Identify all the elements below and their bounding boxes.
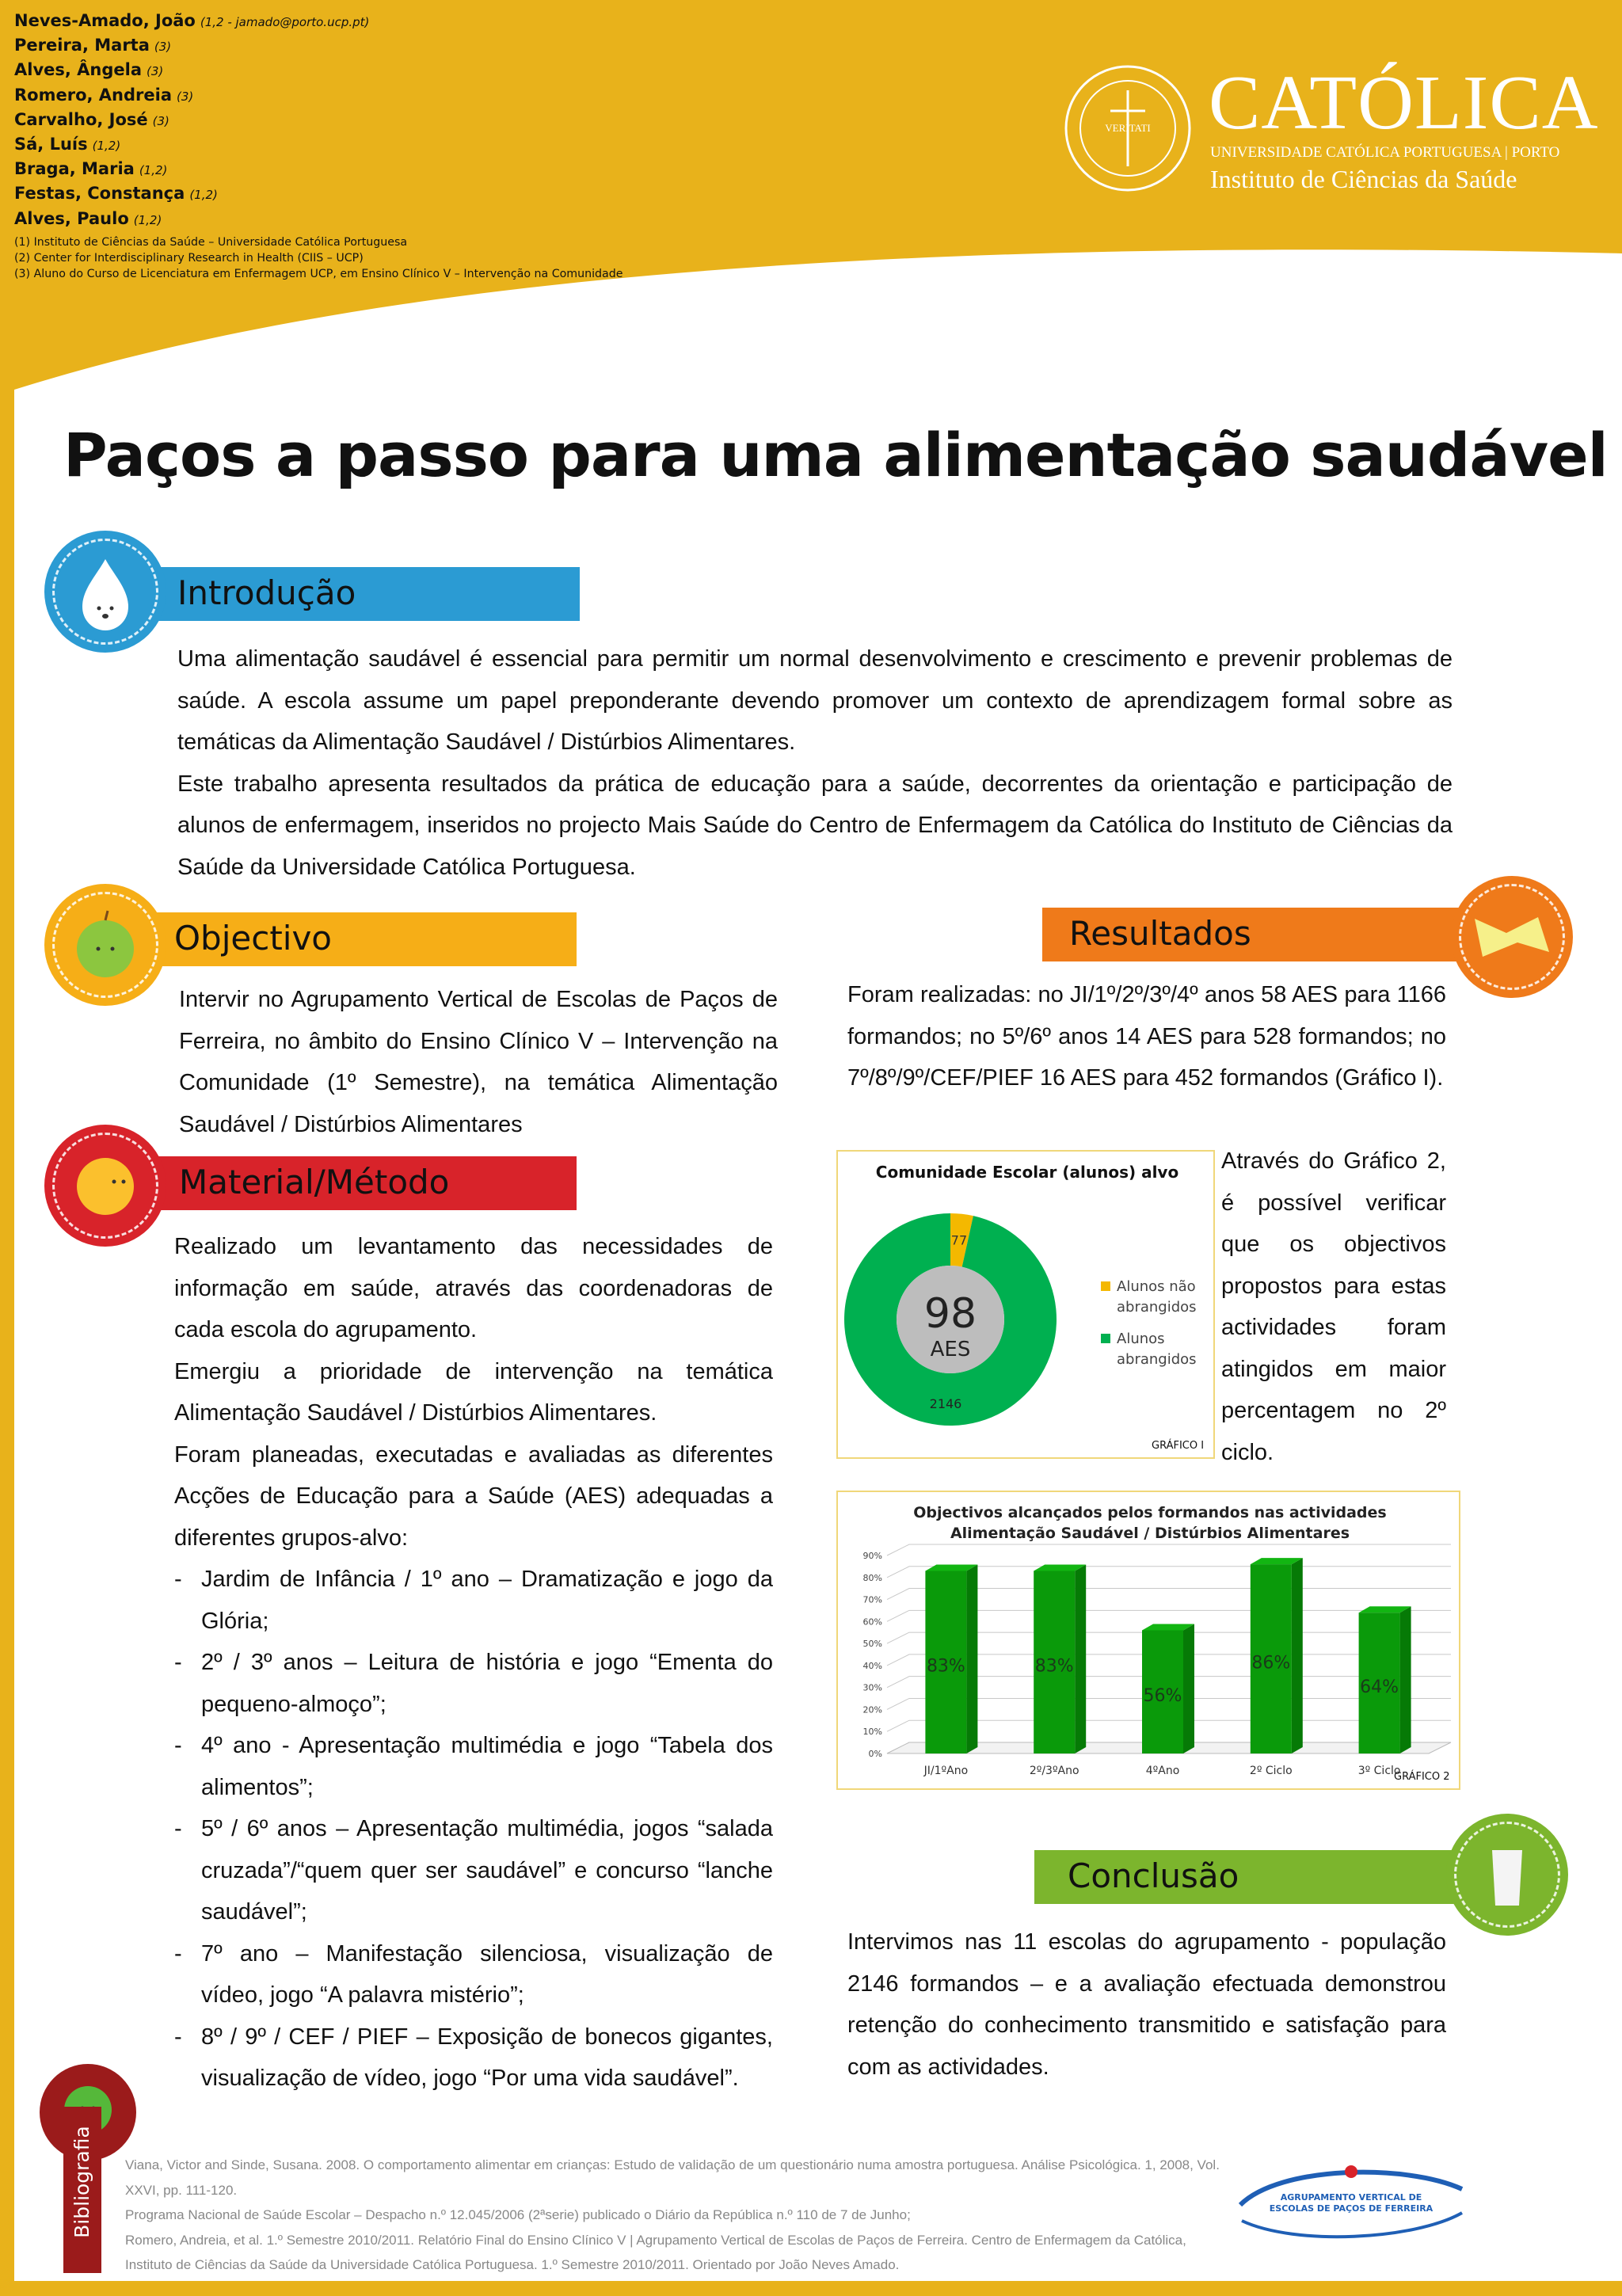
author-line bbox=[14, 182, 369, 207]
author-affiliation: (1,2) bbox=[92, 139, 121, 154]
author-line bbox=[14, 59, 369, 83]
list-item: - 8º / 9º / CEF / PIEF – Exposição de bonecos gigantes, visualização de vídeo, jogo “Por uma vida saudável”. bbox=[174, 2016, 773, 2100]
bar-side bbox=[1292, 1558, 1303, 1753]
author-name: Neves-Amado, João bbox=[14, 11, 196, 30]
resultados-text-1 bbox=[847, 974, 1446, 1099]
school-logo-line: AGRUPAMENTO VERTICAL DE bbox=[1280, 2192, 1422, 2203]
x-tick-label: 2º Ciclo bbox=[1249, 1765, 1293, 1777]
bar-side bbox=[1075, 1564, 1086, 1753]
author-name: Alves, Ângela bbox=[14, 60, 143, 80]
poster-title: Paços a passo para uma alimentação saudável bbox=[63, 420, 1608, 490]
bar-value-label: 83% bbox=[1034, 1656, 1074, 1677]
author-affiliation: (1,2) bbox=[139, 163, 168, 178]
conclusao-text bbox=[847, 1921, 1446, 2088]
y-tick-label: 0% bbox=[868, 1749, 882, 1759]
author-line bbox=[14, 109, 369, 133]
objectivo-paragraph: Intervir no Agrupamento Vertical de Escolas de Paços de Ferreira, no âmbito do Ensino Clínico V – Intervenção na Comunidade (1º Semestre), na temática Alimentação Saudável / Distúrbios Alimentares bbox=[179, 987, 778, 1137]
donut-value-label: 2146 bbox=[929, 1396, 962, 1411]
author-name: Sá, Luís bbox=[14, 135, 88, 154]
list-item: - Jardim de Infância / 1º ano – Dramatização e jogo da Glória; bbox=[174, 1559, 773, 1642]
orange-icon bbox=[44, 1125, 166, 1247]
donut-plot bbox=[838, 1152, 1216, 1460]
logo-subtitle: UNIVERSIDADE CATÓLICA PORTUGUESA | PORTO bbox=[1210, 144, 1560, 161]
legend-label: abrangidos bbox=[1117, 1351, 1197, 1368]
legend-label: Alunos bbox=[1117, 1331, 1165, 1347]
resultados-paragraph: Foram realizadas: no JI/1º/2º/3º/4º anos 58 AES para 1166 formandos; no 5º/6º anos 14 AES para 528 formandos; no 7º/8º/9º/CEF/PIEF 16 AES para 452 formandos (Gráfico I). bbox=[847, 982, 1446, 1091]
affiliation-line: (3) Aluno do Curso de Licenciatura em Enfermagem UCP, em Ensino Clínico V – Intervenção na Comunidade bbox=[14, 268, 623, 280]
bar-value-label: 64% bbox=[1360, 1677, 1399, 1698]
resultados-paragraph: Através do Gráfico 2, é possível verificar que os objectivos propostos para estas actividades foram atingidos em maior percentagem no 2º ciclo. bbox=[1221, 1148, 1446, 1465]
section-bar-objectivo bbox=[119, 912, 577, 966]
author-name: Pereira, Marta bbox=[14, 36, 150, 55]
author-list bbox=[14, 10, 369, 232]
author-line bbox=[14, 84, 369, 109]
y-tick-label: 30% bbox=[862, 1682, 882, 1693]
chart-title-line: Alimentação Saudável / Distúrbios Alimentares bbox=[950, 1525, 1350, 1542]
author-affiliation: (3) bbox=[177, 89, 194, 104]
y-tick-label: 80% bbox=[862, 1572, 882, 1583]
donut-center-label: AES bbox=[930, 1338, 971, 1361]
chart-title: Comunidade Escolar (alunos) alvo bbox=[875, 1163, 1179, 1182]
y-tick-label: 10% bbox=[862, 1727, 882, 1738]
author-affiliation: (3) bbox=[154, 40, 172, 55]
x-tick-label: 2º/3ºAno bbox=[1029, 1765, 1079, 1777]
y-tick-label: 70% bbox=[862, 1594, 882, 1605]
bar-value-label: 86% bbox=[1251, 1653, 1291, 1673]
bar-plot bbox=[838, 1492, 1462, 1791]
y-tick-label: 90% bbox=[862, 1551, 882, 1561]
bread-icon bbox=[1451, 876, 1573, 998]
section-bar-introducao bbox=[119, 567, 580, 621]
author-name: Alves, Paulo bbox=[14, 208, 129, 228]
list-item: - 5º / 6º anos – Apresentação multimédia, jogos “salada cruzada”/“quem quer ser saudável” e concurso “lanche saudável”; bbox=[174, 1808, 773, 1933]
list-item: - 2º / 3º anos – Leitura de história e jogo “Ementa do pequeno-almoço”; bbox=[174, 1642, 773, 1725]
author-line bbox=[14, 133, 369, 158]
poster-header bbox=[0, 0, 1622, 412]
author-name: Festas, Constança bbox=[14, 184, 185, 204]
list-item: - 4º ano - Apresentação multimédia e jogo “Tabela dos alimentos”; bbox=[174, 1725, 773, 1808]
metodo-text bbox=[174, 1226, 773, 2100]
y-tick-label: 50% bbox=[862, 1639, 882, 1650]
author-affiliation: (1,2 - jamado@porto.ucp.pt) bbox=[200, 15, 370, 29]
catolica-logo bbox=[1058, 60, 1599, 203]
chart-caption: GRÁFICO 2 bbox=[1394, 1771, 1450, 1783]
author-line bbox=[14, 208, 369, 232]
author-line bbox=[14, 158, 369, 182]
conclusao-paragraph: Intervimos nas 11 escolas do agrupamento - população 2146 formandos – e a avaliação efectuada demonstrou retenção do conhecimento transmitido e satisfação para com as actividades. bbox=[847, 1929, 1446, 2080]
author-affiliation: (1,2) bbox=[189, 188, 218, 203]
metodo-paragraph: Realizado um levantamento das necessidades de informação em saúde, através das coordenadoras de cada escola do agrupamento. bbox=[174, 1234, 773, 1342]
section-bar-conclusao bbox=[1034, 1850, 1484, 1904]
affiliation-list bbox=[14, 234, 623, 282]
school-logo bbox=[1232, 2157, 1468, 2245]
x-tick-label: JI/1ºAno bbox=[923, 1765, 969, 1777]
x-tick-label: 3º Ciclo bbox=[1357, 1765, 1401, 1777]
author-name: Braga, Maria bbox=[14, 159, 135, 179]
affiliation-line: (1) Instituto de Ciências da Saúde – Universidade Católica Portuguesa bbox=[14, 236, 408, 249]
reference-line: Programa Nacional de Saúde Escolar – Despacho n.º 12.045/2006 (2ªserie) publicado o Diário da República n.º 110 de 7 de Junho; bbox=[125, 2207, 911, 2222]
author-line bbox=[14, 10, 369, 34]
university-seal-icon bbox=[1063, 63, 1193, 193]
gridline bbox=[887, 1544, 1451, 1555]
author-affiliation: (3) bbox=[147, 64, 164, 79]
donut-chart bbox=[836, 1150, 1215, 1459]
bibliografia-list bbox=[125, 2153, 1234, 2278]
bar-value-label: 83% bbox=[926, 1656, 965, 1677]
school-emblem-icon bbox=[1345, 2165, 1357, 2178]
chart-title-line: Objectivos alcançados pelos formandos nas actividades bbox=[913, 1504, 1387, 1521]
logo-name: CATÓLICA bbox=[1209, 60, 1599, 146]
y-tick-label: 20% bbox=[862, 1704, 882, 1715]
bar-value-label: 56% bbox=[1143, 1686, 1182, 1707]
milk-glass-icon bbox=[1446, 1814, 1568, 1936]
conclusao-heading: Conclusão bbox=[1068, 1856, 1239, 1895]
donut-value-label: 77 bbox=[950, 1232, 968, 1248]
bar-side bbox=[966, 1564, 977, 1753]
author-affiliation: (1,2) bbox=[133, 212, 162, 227]
y-tick-label: 40% bbox=[862, 1660, 882, 1671]
author-name: Carvalho, José bbox=[14, 109, 148, 129]
legend-label: abrangidos bbox=[1117, 1299, 1197, 1316]
x-tick-label: 4ºAno bbox=[1145, 1765, 1180, 1777]
legend-label: Alunos não bbox=[1117, 1278, 1196, 1295]
water-drop-icon bbox=[44, 531, 166, 653]
resultados-text-2 bbox=[1221, 1140, 1446, 1473]
legend-swatch bbox=[1101, 1334, 1110, 1343]
section-bar-metodo bbox=[119, 1156, 577, 1210]
aes-activity-list bbox=[174, 1559, 773, 2100]
bibliografia-label: Bibliografia bbox=[70, 2126, 93, 2238]
introducao-paragraph: Este trabalho apresenta resultados da prática de educação para a saúde, decorrentes da orientação e participação de alunos de enfermagem, inseridos no projecto Mais Saúde do Centro de Enfermagem da Católica do Instituto de Ciências da Saúde da Universidade Católica Portuguesa. bbox=[177, 771, 1453, 880]
reference-line: Instituto de Ciências da Saúde da Universidade Católica Portuguesa. 1.º Semestre 2010/2011. Orientado por João Neves Amado. bbox=[125, 2257, 900, 2272]
objectivo-text bbox=[179, 979, 778, 1145]
objectivo-heading: Objectivo bbox=[174, 919, 333, 958]
metodo-paragraph: Emergiu a prioridade de intervenção na temática Alimentação Saudável / Distúrbios Alimentares. bbox=[174, 1358, 773, 1426]
introducao-heading: Introdução bbox=[177, 573, 356, 612]
apple-icon bbox=[44, 884, 166, 1006]
list-item: - 7º ano – Manifestação silenciosa, visualização de vídeo, jogo “A palavra mistério”; bbox=[174, 1933, 773, 2016]
reference-line: Romero, Andreia, et al. 1.º Semestre 2010/2011. Relatório Final do Ensino Clínico V | Agrupamento Vertical de Escolas de Paços de Ferreira. Centro de Enfermagem da Católica, bbox=[125, 2232, 1186, 2248]
reference-line: Viana, Victor and Sinde, Susana. 2008. O comportamento alimentar em crianças: Estudo de validação de um questionário numa amostra portuguesa. Análise Psicológica. 1, 2008, Vol. bbox=[125, 2157, 1220, 2172]
bar-chart bbox=[836, 1491, 1460, 1790]
bar-side bbox=[1183, 1624, 1194, 1753]
chart-caption: GRÁFICO I bbox=[1152, 1440, 1205, 1452]
metodo-paragraph: Foram planeadas, executadas e avaliadas as diferentes Acções de Educação para a Saúde (AES) adequadas a diferentes grupos-alvo: bbox=[174, 1441, 773, 1551]
donut-center-value: 98 bbox=[923, 1290, 977, 1338]
section-bar-resultados bbox=[1042, 908, 1487, 961]
author-name: Romero, Andreia bbox=[14, 85, 172, 105]
author-affiliation: (3) bbox=[152, 113, 169, 128]
school-logo-line: ESCOLAS DE PAÇOS DE FERREIRA bbox=[1269, 2203, 1434, 2214]
introducao-paragraph: Uma alimentação saudável é essencial para permitir um normal desenvolvimento e crescimento e prevenir problemas de saúde. A escola assume um papel preponderante devendo promover um contexto de aprendizagem formal sobre as temáticas da Alimentação Saudável / Distúrbios Alimentares. bbox=[177, 646, 1453, 755]
author-line bbox=[14, 34, 369, 59]
logo-institute: Instituto de Ciências da Saúde bbox=[1210, 165, 1517, 193]
resultados-heading: Resultados bbox=[1069, 914, 1251, 953]
reference-line: XXVI, pp. 111-120. bbox=[125, 2182, 238, 2198]
metodo-heading: Material/Método bbox=[179, 1163, 450, 1201]
bar-side bbox=[1400, 1606, 1411, 1753]
legend-swatch bbox=[1101, 1281, 1110, 1291]
y-tick-label: 60% bbox=[862, 1616, 882, 1628]
affiliation-line: (2) Center for Interdisciplinary Research in Health (CIIS – UCP) bbox=[14, 252, 364, 265]
introducao-text bbox=[177, 638, 1453, 888]
seal-motto: VERITATI bbox=[1105, 122, 1151, 134]
